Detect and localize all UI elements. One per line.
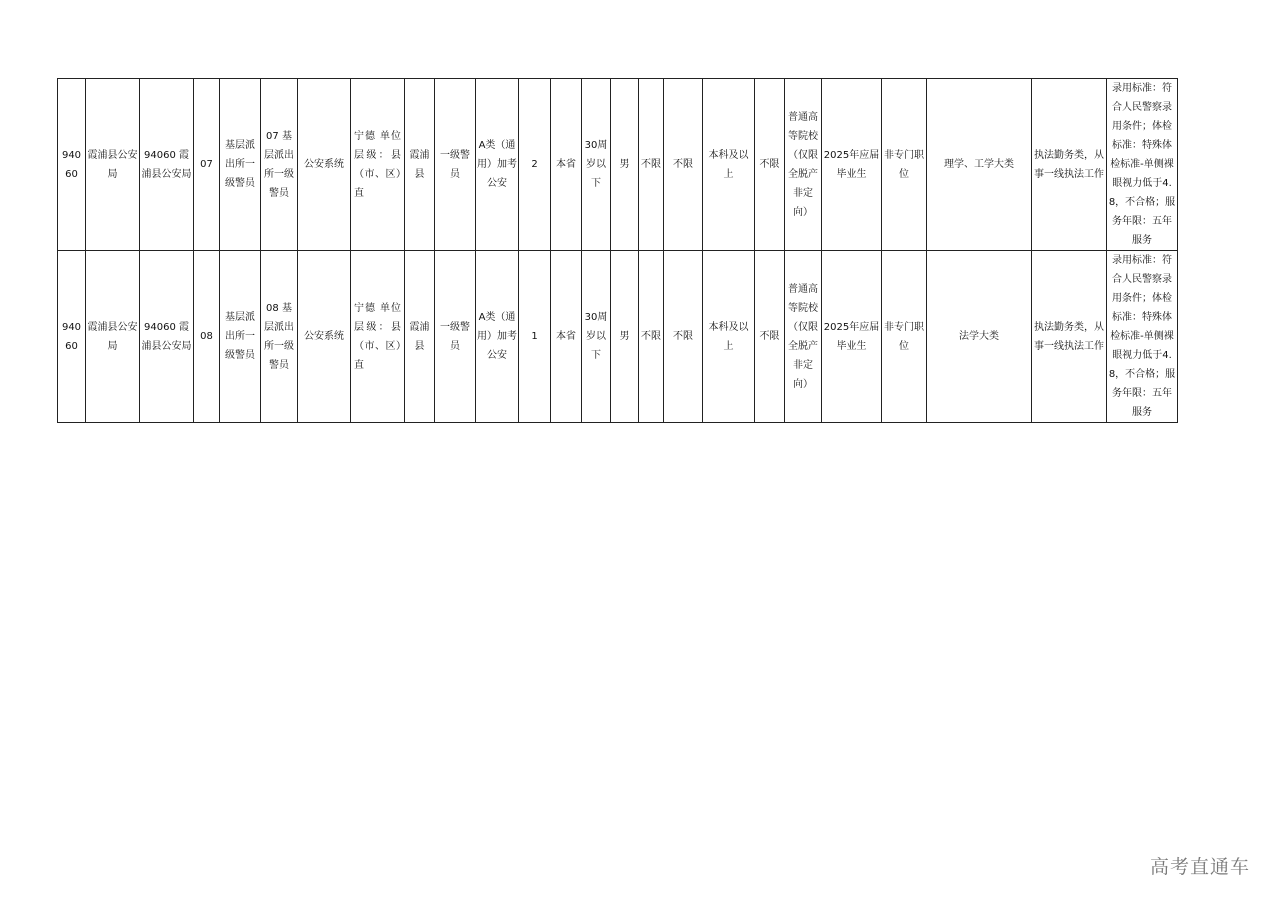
table-cell: 非专门职位 [882,79,927,251]
table-cell: A类（通用）加考公安 [476,251,519,423]
table-cell: 普通高等院校（仅限全脱产非定向） [785,251,822,423]
table-cell: 理学、工学大类 [927,79,1032,251]
table-cell: 07 [194,79,220,251]
table-cell: 30周岁以下 [582,79,611,251]
table-cell: 本省 [551,79,582,251]
table-cell: 不限 [664,79,703,251]
table-cell: 普通高等院校（仅限全脱产非定向） [785,79,822,251]
table-cell: 08 [194,251,220,423]
table-cell: 07 基层派出所一级警员 [261,79,298,251]
table-cell: 公安系统 [298,251,351,423]
table-cell: 基层派出所一级警员 [220,251,261,423]
table-cell: 94060 霞浦县公安局 [140,79,194,251]
table-cell: 霞浦县公安局 [86,251,140,423]
table-cell: 2025年应届毕业生 [822,251,882,423]
table-cell: 宁德 单位层级：县（市、区）直 [351,251,405,423]
table-cell: 一级警员 [435,79,476,251]
table-cell: 1 [519,251,551,423]
watermark: 高考直通车 [1149,856,1250,878]
table-cell: 2 [519,79,551,251]
table-cell: 不限 [639,79,664,251]
table-cell: 30周岁以下 [582,251,611,423]
table-cell: 宁德 单位层级：县（市、区）直 [351,79,405,251]
table-cell: 不限 [664,251,703,423]
table-cell: 本省 [551,251,582,423]
table-cell: 公安系统 [298,79,351,251]
table-row [58,79,1178,251]
table-cell: 94060 [58,79,86,251]
table-cell: 基层派出所一级警员 [220,79,261,251]
table-cell: 08 基层派出所一级警员 [261,251,298,423]
table-cell: 霞浦县 [405,251,435,423]
table-cell: 录用标准：符合人民警察录用条件；体检标准：特殊体检标准-单侧裸眼视力低于4.8，不合格；服务年限：五年服务 [1107,79,1178,251]
table-cell: 法学大类 [927,251,1032,423]
job-table [57,78,1178,423]
table-cell: 本科及以上 [703,79,755,251]
table-cell: 执法勤务类，从事一线执法工作 [1032,251,1107,423]
table-cell: 男 [611,251,639,423]
table-cell: A类（通用）加考公安 [476,79,519,251]
table-cell: 2025年应届毕业生 [822,79,882,251]
table-cell: 男 [611,79,639,251]
table-cell: 录用标准：符合人民警察录用条件；体检标准：特殊体检标准-单侧裸眼视力低于4.8，不合格；服务年限：五年服务 [1107,251,1178,423]
table-cell: 一级警员 [435,251,476,423]
table-cell: 94060 霞浦县公安局 [140,251,194,423]
table-row [58,251,1178,423]
table-cell: 非专门职位 [882,251,927,423]
table-cell: 本科及以上 [703,251,755,423]
table-cell: 霞浦县公安局 [86,79,140,251]
table-cell: 执法勤务类，从事一线执法工作 [1032,79,1107,251]
table-cell: 霞浦县 [405,79,435,251]
table-cell: 94060 [58,251,86,423]
table-cell: 不限 [755,251,785,423]
table-cell: 不限 [639,251,664,423]
table-cell: 不限 [755,79,785,251]
